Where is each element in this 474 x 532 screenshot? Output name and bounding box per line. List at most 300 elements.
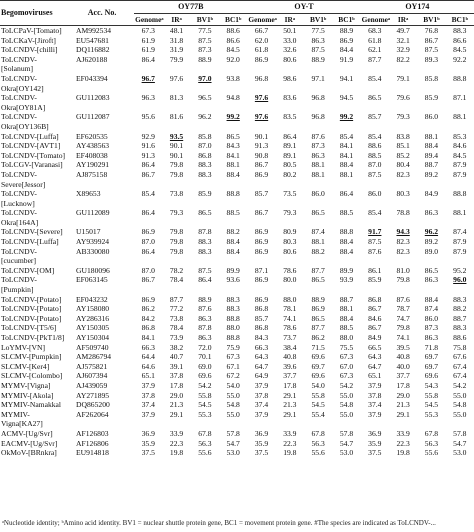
identity-value-cell — [417, 199, 445, 209]
virus-name-cell: ToLCNDV- — [1, 93, 37, 103]
identity-value-cell: 67.4 — [453, 361, 467, 371]
identity-value-cell: 85.4 — [368, 208, 382, 218]
identity-value-cell: 86.4 — [141, 54, 155, 64]
identity-value-cell: 90.8 — [254, 150, 269, 160]
identity-value-cell: 84.6 — [453, 141, 467, 151]
identity-value-cell: 61.8 — [254, 45, 269, 55]
virus-name-cell: ToLCNDV- — [1, 189, 37, 199]
identity-value-cell: 88.9 — [198, 54, 212, 64]
identity-value-cell — [332, 199, 360, 209]
identity-value-cell — [446, 180, 474, 190]
identity-value-cell: 78.4 — [169, 323, 184, 333]
table-row — [0, 141, 474, 151]
identity-value-cell: 88.1 — [311, 169, 325, 179]
identity-value-cell: 86.4 — [339, 189, 354, 199]
identity-value-cell — [162, 285, 190, 295]
identity-value-cell: 55.0 — [339, 390, 354, 400]
identity-value-cell — [332, 64, 360, 74]
identity-value-cell: 80.4 — [396, 160, 410, 170]
identity-value-cell — [191, 64, 219, 74]
identity-value-cell: 87.9 — [453, 237, 467, 247]
identity-value-cell: 75.5 — [339, 342, 354, 352]
identity-value-cell: 40.8 — [283, 352, 297, 362]
identity-value-cell: 88.9 — [311, 54, 325, 64]
identity-value-cell — [247, 256, 275, 266]
accession-cell: EF043232 — [76, 294, 108, 304]
identity-value-cell: 82.3 — [396, 169, 410, 179]
identity-value-cell — [304, 218, 332, 228]
identity-value-cell: 86.9 — [141, 294, 155, 304]
identity-value-cell: 96.8 — [254, 73, 269, 83]
identity-value-cell: 88.3 — [453, 323, 467, 333]
identity-value-cell: 75.8 — [453, 342, 467, 352]
identity-value-cell: 86.0 — [424, 112, 439, 122]
accession-cell — [70, 199, 134, 209]
identity-value-cell: 54.5 — [198, 400, 212, 410]
identity-value-cell — [276, 256, 304, 266]
table-row — [0, 218, 474, 228]
identity-value-cell — [304, 180, 332, 190]
identity-value-cell: 98.6 — [283, 73, 297, 83]
identity-value-cell: 79.8 — [396, 275, 410, 285]
virus-name-cell: SLCMV-[Colombo] — [1, 371, 63, 381]
virus-name-cell: [cucumber] — [1, 256, 36, 266]
table-row — [0, 429, 474, 439]
accession-cell: EF043394 — [76, 73, 108, 83]
virus-header: Begomoviruses — [0, 1, 70, 26]
identity-value-cell: 88.5 — [368, 150, 382, 160]
identity-value-cell: 87.1 — [453, 93, 467, 103]
identity-value-cell: 88.6 — [453, 333, 467, 342]
accession-cell: AM286794 — [76, 352, 112, 362]
identity-value-cell: 54.8 — [226, 400, 240, 410]
identity-value-cell: 88.0 — [339, 333, 354, 342]
sub-header-genome: Genomeᵃ — [135, 14, 164, 24]
identity-value-cell — [247, 285, 275, 295]
identity-value-cell: 73.9 — [169, 333, 184, 342]
identity-value-cell — [446, 64, 474, 74]
identity-value-cell: 96.8 — [311, 93, 325, 103]
identity-value-cell — [219, 84, 247, 94]
identity-value-cell: 79.8 — [169, 237, 184, 247]
identity-value-cell: 87.1 — [254, 265, 269, 275]
identity-value-cell: 37.9 — [368, 380, 382, 390]
virus-name-cell: Okra[OY81A] — [1, 102, 46, 112]
identity-value-cell — [304, 103, 332, 113]
identity-value-cell: 88.8 — [453, 189, 467, 199]
identity-value-cell: 19.8 — [396, 448, 410, 458]
identity-value-cell — [276, 84, 304, 94]
identity-value-cell: 64.7 — [368, 361, 382, 371]
accession-cell: AM992534 — [76, 26, 112, 35]
identity-value-cell: 37.5 — [141, 448, 155, 458]
identity-value-cell — [134, 122, 162, 132]
identity-value-cell: 88.4 — [339, 237, 354, 247]
identity-value-cell: 79.3 — [169, 208, 184, 218]
identity-value-cell: 54.7 — [453, 438, 467, 448]
identity-value-cell — [134, 256, 162, 266]
identity-value-cell: 37.7 — [283, 371, 297, 381]
identity-value-cell: 37.7 — [396, 371, 410, 381]
identity-value-cell: 37.9 — [141, 409, 155, 419]
identity-value-cell: 88.3 — [226, 304, 240, 314]
accession-cell: AY939924 — [76, 237, 110, 247]
group-header-2: OY-T — [247, 1, 360, 14]
identity-value-cell — [162, 103, 190, 113]
identity-value-cell — [162, 64, 190, 74]
virus-name-cell: ToLCNDV-[PkT1/8] — [1, 333, 65, 342]
identity-value-cell: 70.1 — [198, 352, 212, 362]
identity-value-cell — [219, 180, 247, 190]
accession-cell: X89653 — [76, 189, 101, 199]
identity-value-cell: 87.0 — [141, 265, 155, 275]
identity-value-cell — [332, 122, 360, 132]
identity-value-cell — [361, 84, 389, 94]
identity-value-cell: 92.0 — [226, 54, 240, 64]
identity-value-cell: 74.1 — [283, 313, 297, 323]
identity-value-cell: 72.0 — [198, 342, 212, 352]
identity-value-cell — [446, 84, 474, 94]
table-row — [0, 112, 474, 122]
identity-value-cell — [417, 256, 445, 266]
identity-value-cell: 55.6 — [311, 448, 325, 458]
identity-value-cell: 55.0 — [226, 390, 240, 400]
identity-value-cell: 86.4 — [141, 160, 155, 170]
table-row — [0, 400, 474, 410]
identity-value-cell: 69.6 — [311, 352, 325, 362]
identity-value-cell: 82.2 — [396, 54, 410, 64]
identity-value-cell: 88.1 — [226, 160, 240, 170]
identity-value-cell: 82.3 — [396, 246, 410, 256]
accession-cell: AY438563 — [76, 141, 110, 151]
identity-value-cell: 96.2 — [424, 227, 439, 237]
identity-value-cell — [389, 218, 417, 228]
accession-cell: U15017 — [76, 227, 101, 237]
table-row — [0, 189, 474, 199]
identity-value-cell: 85.7 — [254, 189, 269, 199]
table-row — [0, 323, 474, 333]
identity-value-cell — [389, 122, 417, 132]
table-row — [0, 256, 474, 266]
identity-value-cell — [134, 103, 162, 113]
accession-cell: AJ875158 — [76, 169, 108, 179]
identity-value-cell: 85.9 — [368, 275, 382, 285]
identity-value-cell — [247, 218, 275, 228]
identity-value-cell: 94.3 — [396, 227, 410, 237]
identity-value-cell — [332, 285, 360, 295]
identity-value-cell: 71.8 — [424, 342, 439, 352]
identity-value-cell: 87.5 — [368, 237, 382, 247]
identity-value-cell: 88.3 — [453, 294, 467, 304]
identity-value-cell: 88.2 — [226, 227, 240, 237]
identity-value-cell: 97.6 — [254, 112, 269, 122]
identity-value-cell: 88.5 — [226, 208, 240, 218]
identity-value-cell: 86.5 — [424, 265, 439, 275]
identity-value-cell: 38.2 — [169, 342, 184, 352]
identity-value-cell — [219, 103, 247, 113]
identity-value-cell: 62.0 — [254, 35, 269, 45]
identity-value-cell: 88.8 — [226, 189, 240, 199]
identity-value-cell: 86.7 — [254, 160, 269, 170]
identity-value-cell: 67.0 — [339, 361, 354, 371]
virus-name-cell: ToLCNDV- — [1, 73, 37, 83]
identity-value-cell: 96.3 — [141, 93, 155, 103]
table-row — [0, 237, 474, 247]
identity-value-cell — [389, 103, 417, 113]
virus-name-cell: Okra[164A] — [1, 217, 39, 227]
identity-value-cell: 64.9 — [254, 371, 269, 381]
table-row — [0, 371, 474, 381]
accession-cell: GU112087 — [76, 112, 110, 122]
identity-value-cell: 86.3 — [311, 35, 325, 45]
identity-value-cell: 86.9 — [339, 35, 354, 45]
identity-value-cell: 79.8 — [169, 160, 184, 170]
identity-value-cell — [389, 419, 417, 429]
identity-value-cell: 96.7 — [141, 73, 155, 83]
identity-value-cell: 95.6 — [141, 112, 155, 122]
identity-value-cell: 86.9 — [254, 237, 269, 247]
identity-value-cell: 37.8 — [254, 390, 269, 400]
identity-value-cell: 55.6 — [424, 448, 439, 458]
table-row — [0, 93, 474, 103]
identity-value-cell: 69.7 — [311, 361, 325, 371]
identity-value-cell: 85.8 — [424, 73, 439, 83]
identity-value-cell: 39.5 — [396, 342, 410, 352]
identity-value-cell: 86.7 — [424, 35, 439, 45]
identity-value-cell: 21.3 — [396, 400, 410, 410]
sub-header-ir: IRᵃ — [276, 14, 304, 26]
identity-value-cell — [389, 180, 417, 190]
accession-cell: EF620535 — [76, 131, 108, 141]
table-row — [0, 132, 474, 142]
identity-value-cell: 85.4 — [339, 131, 354, 141]
identity-value-cell: 88.4 — [424, 141, 439, 151]
identity-value-cell: 88.8 — [453, 73, 467, 83]
identity-value-cell: 54.7 — [339, 438, 354, 448]
identity-value-cell: 96.5 — [198, 93, 212, 103]
identity-value-cell: 99.2 — [339, 112, 354, 122]
identity-value-cell: 66.3 — [254, 342, 269, 352]
identity-value-cell — [304, 256, 332, 266]
virus-name-cell: MYMV-[Vigna] — [1, 380, 51, 390]
identity-value-cell: 75.9 — [226, 342, 240, 352]
identity-value-cell: 31.8 — [169, 35, 184, 45]
identity-value-cell: 89.1 — [283, 141, 297, 151]
identity-value-cell: 88.3 — [453, 26, 467, 35]
accession-cell — [70, 180, 134, 190]
accession-cell: AJ620188 — [76, 54, 108, 64]
accession-cell: AJ439059 — [76, 380, 108, 390]
identity-value-cell: 92.2 — [453, 54, 467, 64]
identity-value-cell: 88.4 — [339, 160, 354, 170]
identity-value-cell: 37.9 — [254, 409, 269, 419]
identity-value-cell: 37.5 — [368, 448, 382, 458]
identity-value-cell: 85.1 — [396, 141, 410, 151]
accession-cell: EU914818 — [76, 448, 109, 458]
identity-value-cell: 86.8 — [198, 150, 212, 160]
identity-value-cell: 84.5 — [226, 45, 240, 55]
identity-value-cell: 87.7 — [169, 294, 184, 304]
identity-value-cell: 88.7 — [453, 313, 467, 323]
table-row — [0, 122, 474, 132]
identity-value-cell — [162, 218, 190, 228]
identity-value-cell: 86.9 — [141, 227, 155, 237]
identity-value-cell — [276, 103, 304, 113]
identity-value-cell — [389, 199, 417, 209]
identity-value-cell: 86.9 — [254, 54, 269, 64]
identity-value-cell: 87.4 — [453, 227, 467, 237]
identity-value-cell: 55.8 — [424, 390, 439, 400]
accession-cell — [70, 218, 134, 228]
identity-value-cell — [276, 199, 304, 209]
identity-value-cell: 33.9 — [169, 428, 184, 438]
identity-value-cell: 88.1 — [453, 208, 467, 218]
identity-value-cell: 55.6 — [198, 448, 212, 458]
identity-value-cell: 55.4 — [311, 409, 325, 419]
identity-value-cell: 87.7 — [368, 54, 382, 64]
identity-value-cell: 40.8 — [396, 352, 410, 362]
identity-value-cell: 17.8 — [169, 380, 184, 390]
identity-value-cell: 89.2 — [424, 169, 439, 179]
table-row — [0, 333, 474, 343]
identity-value-cell: 78.8 — [396, 208, 410, 218]
identity-value-cell: 86.6 — [453, 35, 467, 45]
identity-value-cell: 33.9 — [396, 428, 410, 438]
identity-value-cell: 29.1 — [396, 409, 410, 419]
identity-value-cell: 86.8 — [254, 304, 269, 314]
identity-value-cell: 87.5 — [198, 265, 212, 275]
identity-value-cell — [191, 84, 219, 94]
identity-value-cell: 78.4 — [169, 275, 184, 285]
identity-value-cell: 88.2 — [453, 304, 467, 314]
group-header-3: OY174 — [361, 1, 474, 14]
identity-value-cell: 53.0 — [226, 448, 240, 458]
virus-name-cell: ToLCNDV-[AVT1] — [1, 141, 61, 151]
identity-value-cell: 83.8 — [396, 131, 410, 141]
table-row — [0, 266, 474, 276]
identity-value-cell: 32.9 — [396, 45, 410, 55]
identity-value-cell — [417, 180, 445, 190]
identity-value-cell — [361, 103, 389, 113]
accession-cell: AY286316 — [76, 313, 110, 323]
table-row — [0, 151, 474, 161]
identity-value-cell: 86.9 — [254, 227, 269, 237]
table-row — [0, 170, 474, 180]
identity-value-cell — [191, 199, 219, 209]
identity-value-cell: 67.8 — [311, 428, 325, 438]
identity-value-cell: 77.5 — [198, 26, 212, 35]
identity-value-cell: 80.5 — [283, 160, 297, 170]
identity-value-cell: 88.1 — [311, 160, 325, 170]
identity-value-cell: 64.6 — [141, 361, 155, 371]
identity-value-cell — [389, 285, 417, 295]
identity-value-cell — [134, 419, 162, 429]
identity-value-cell: 62.1 — [368, 45, 382, 55]
identity-value-cell: 88.8 — [226, 313, 240, 323]
identity-value-cell: 86.5 — [311, 313, 325, 323]
identity-value-cell: 84.6 — [368, 313, 382, 323]
identity-value-cell — [276, 180, 304, 190]
identity-value-cell: 80.6 — [283, 54, 297, 64]
identity-value-cell: 67.3 — [339, 352, 354, 362]
identity-value-cell: 37.9 — [254, 380, 269, 390]
identity-value-cell: 22.3 — [396, 438, 410, 448]
identity-value-cell: 85.8 — [198, 131, 212, 141]
virus-name-cell: Severe[Jessor] — [1, 179, 46, 189]
sub-header-ir: IRᵃ — [162, 14, 190, 26]
identity-value-cell: 88.8 — [339, 227, 354, 237]
identity-value-cell: 87.0 — [368, 160, 382, 170]
identity-value-cell: 87.9 — [453, 246, 467, 256]
identity-value-cell — [162, 199, 190, 209]
identity-value-cell: 81.3 — [169, 93, 184, 103]
identity-value-cell: 89.9 — [339, 265, 354, 275]
identity-value-cell — [276, 218, 304, 228]
identity-value-cell: 86.9 — [311, 304, 325, 314]
identity-value-cell: 56.3 — [198, 438, 212, 448]
accession-cell: AY150304 — [76, 333, 110, 342]
table-row — [0, 103, 474, 113]
identity-value-cell: 88.5 — [339, 208, 354, 218]
identity-value-cell: 80.9 — [283, 227, 297, 237]
identity-value-cell: 54.5 — [424, 400, 439, 410]
identity-value-cell: 79.1 — [396, 73, 410, 83]
table-row — [0, 55, 474, 65]
sub-header-genome: Genomeᵃ — [361, 14, 391, 24]
identity-value-cell: 67.4 — [453, 371, 467, 381]
identity-value-cell: 67.8 — [198, 428, 212, 438]
identity-value-cell: 93.8 — [226, 73, 240, 83]
accession-cell: AY190291 — [76, 160, 110, 170]
identity-value-cell: 97.0 — [198, 73, 212, 83]
virus-name-cell: LoYMV-[VN] — [1, 342, 46, 352]
identity-value-cell: 88.4 — [226, 169, 240, 179]
identity-value-cell: 54.7 — [226, 438, 240, 448]
identity-value-cell: 55.3 — [198, 409, 212, 419]
identity-value-cell: 88.8 — [226, 333, 240, 342]
identity-value-cell — [219, 218, 247, 228]
virus-name-cell: ToLCNDV- — [1, 54, 37, 64]
identity-value-cell: 69.6 — [424, 371, 439, 381]
identity-value-cell: 88.1 — [339, 169, 354, 179]
identity-value-cell — [219, 256, 247, 266]
identity-value-cell: 92.9 — [141, 131, 155, 141]
identity-value-cell: 86.2 — [311, 333, 325, 342]
table-row — [0, 285, 474, 295]
identity-value-cell: 79.3 — [283, 208, 297, 218]
identity-value-cell — [191, 180, 219, 190]
identity-value-cell: 88.9 — [339, 26, 354, 35]
footnote: ᵃNucleotide identity; ᵇAmino acid identity. BV1 = nuclear shuttle protein gene, BC1 = movement protein gene. #The species are indicated as ToLCNDV-... — [2, 519, 436, 527]
identity-value-cell — [219, 199, 247, 209]
identity-value-cell: 85.3 — [453, 131, 467, 141]
identity-value-cell: 87.5 — [368, 169, 382, 179]
identity-value-cell: 86.3 — [424, 333, 439, 342]
accession-cell: AY150305 — [76, 323, 110, 333]
identity-value-cell: 87.4 — [424, 304, 439, 314]
identity-value-cell: 77.2 — [169, 304, 184, 314]
virus-name-cell: [Pumpkin] — [1, 285, 34, 295]
identity-value-cell: 88.3 — [226, 294, 240, 304]
identity-value-cell: 68.3 — [368, 26, 382, 35]
identity-value-cell — [134, 218, 162, 228]
identity-value-cell — [389, 64, 417, 74]
identity-value-cell: 88.0 — [283, 294, 297, 304]
identity-value-cell: 87.0 — [141, 237, 155, 247]
identity-value-cell: 61.9 — [141, 45, 155, 55]
identity-value-cell: 78.6 — [283, 323, 297, 333]
sub-header-bc1: BC1ᵇ — [219, 14, 247, 26]
